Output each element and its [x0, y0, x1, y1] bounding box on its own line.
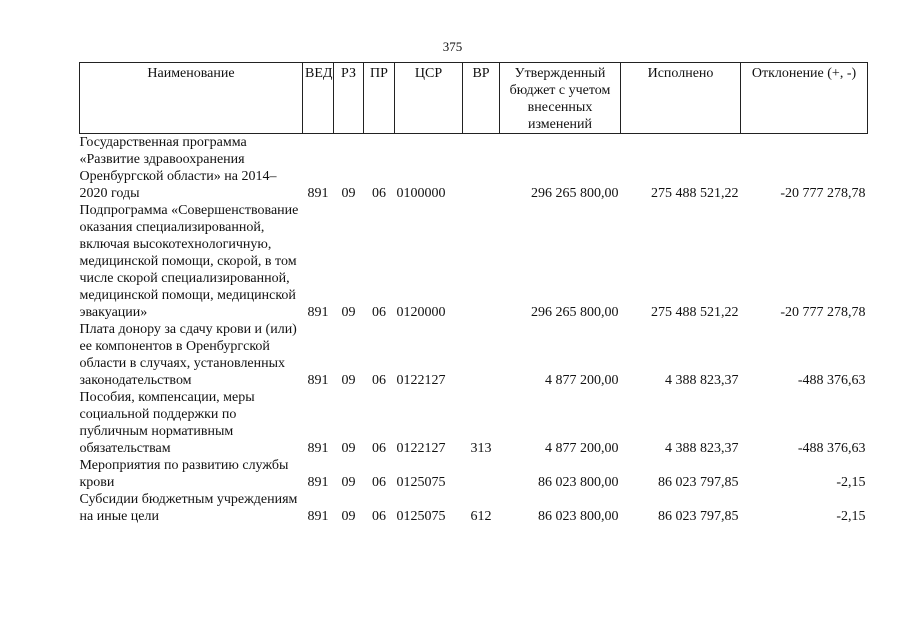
- row-vr: [463, 134, 500, 203]
- header-rz: РЗ: [334, 63, 364, 134]
- table-row: [80, 321, 868, 389]
- row-rz: 09: [341, 441, 356, 456]
- row-deviation: -488 376,63: [797, 373, 866, 388]
- row-pr: 06: [372, 186, 386, 201]
- row-pr: 06: [372, 441, 386, 456]
- row-vr: [463, 321, 500, 389]
- row-csr: 0100000: [396, 186, 446, 201]
- row-rz: 09: [341, 509, 356, 524]
- row-rz: 09: [341, 305, 356, 320]
- row-executed: 86 023 797,85: [658, 475, 739, 490]
- row-vr: [463, 202, 500, 321]
- row-name: Пособия, компенсации, меры социальной поддержки по публичным нормативным обязательствам: [79, 390, 255, 456]
- table-row: [80, 389, 868, 457]
- row-rz: 09: [341, 475, 356, 490]
- row-rz: 09: [341, 186, 356, 201]
- row-executed: 275 488 521,22: [651, 305, 739, 320]
- row-ved: 891: [307, 305, 329, 320]
- row-csr: 0125075: [396, 509, 446, 524]
- row-csr: 0122127: [396, 441, 446, 456]
- row-executed: 275 488 521,22: [651, 186, 739, 201]
- row-ved: 891: [307, 475, 329, 490]
- row-name: Государственная программа «Развитие здравоохранения Оренбургской области» на 2014–2020 годы: [79, 135, 277, 201]
- row-rz: 09: [341, 373, 356, 388]
- row-deviation: -488 376,63: [797, 441, 866, 456]
- page-number: 375: [442, 39, 463, 54]
- row-ved: 891: [307, 509, 329, 524]
- row-approved: 4 877 200,00: [545, 441, 619, 456]
- row-csr: 0125075: [396, 475, 446, 490]
- row-pr: 06: [372, 475, 386, 490]
- row-approved: 296 265 800,00: [531, 305, 619, 320]
- row-approved: 296 265 800,00: [531, 186, 619, 201]
- row-executed: 4 388 823,37: [665, 373, 739, 388]
- row-deviation: -2,15: [836, 475, 866, 490]
- header-vr: ВР: [463, 63, 500, 134]
- row-name: Плата донору за сдачу крови и (или) ее компонентов в Оренбургской области в случаях, установленных законодательством: [79, 322, 297, 388]
- row-deviation: -2,15: [836, 509, 866, 524]
- header-executed: Исполнено: [621, 63, 741, 134]
- row-deviation: -20 777 278,78: [780, 186, 866, 201]
- header-approved: Утвержденный бюджет с учетом внесенных изменений: [500, 63, 621, 134]
- row-name: Мероприятия по развитию службы крови: [79, 458, 289, 490]
- row-ved: 891: [307, 373, 329, 388]
- header-csr: ЦСР: [395, 63, 463, 134]
- row-executed: 4 388 823,37: [665, 441, 739, 456]
- header-ved: ВЕД: [303, 63, 334, 134]
- row-approved: 86 023 800,00: [538, 509, 619, 524]
- table-row: [80, 491, 868, 525]
- header-name: Наименование: [80, 63, 303, 134]
- budget-table: [79, 62, 868, 525]
- table-header: [80, 63, 868, 134]
- row-ved: 891: [307, 186, 329, 201]
- row-pr: 06: [372, 305, 386, 320]
- table-row: [80, 134, 868, 203]
- table-body: [80, 134, 868, 526]
- header-deviation: Отклонение (+, -): [741, 63, 868, 134]
- table-row: [80, 457, 868, 491]
- row-ved: 891: [307, 441, 329, 456]
- row-vr: 612: [470, 509, 492, 524]
- header-pr: ПР: [364, 63, 395, 134]
- row-pr: 06: [372, 509, 386, 524]
- row-csr: 0122127: [396, 373, 446, 388]
- row-executed: 86 023 797,85: [658, 509, 739, 524]
- row-deviation: -20 777 278,78: [780, 305, 866, 320]
- row-name: Подпрограмма «Совершенствование оказания специализированной, включая высокотехнологичную, медицинской помощи, скорой, в том числе скорой специализированной, медицинской помощи, медицинской эвакуации»: [79, 203, 299, 320]
- row-csr: 0120000: [396, 305, 446, 320]
- row-pr: 06: [372, 373, 386, 388]
- row-approved: 4 877 200,00: [545, 373, 619, 388]
- row-vr: 313: [470, 441, 492, 456]
- row-approved: 86 023 800,00: [538, 475, 619, 490]
- table-row: [80, 202, 868, 321]
- row-vr: [463, 457, 500, 491]
- row-name: Субсидии бюджетным учреждениям на иные цели: [79, 492, 298, 524]
